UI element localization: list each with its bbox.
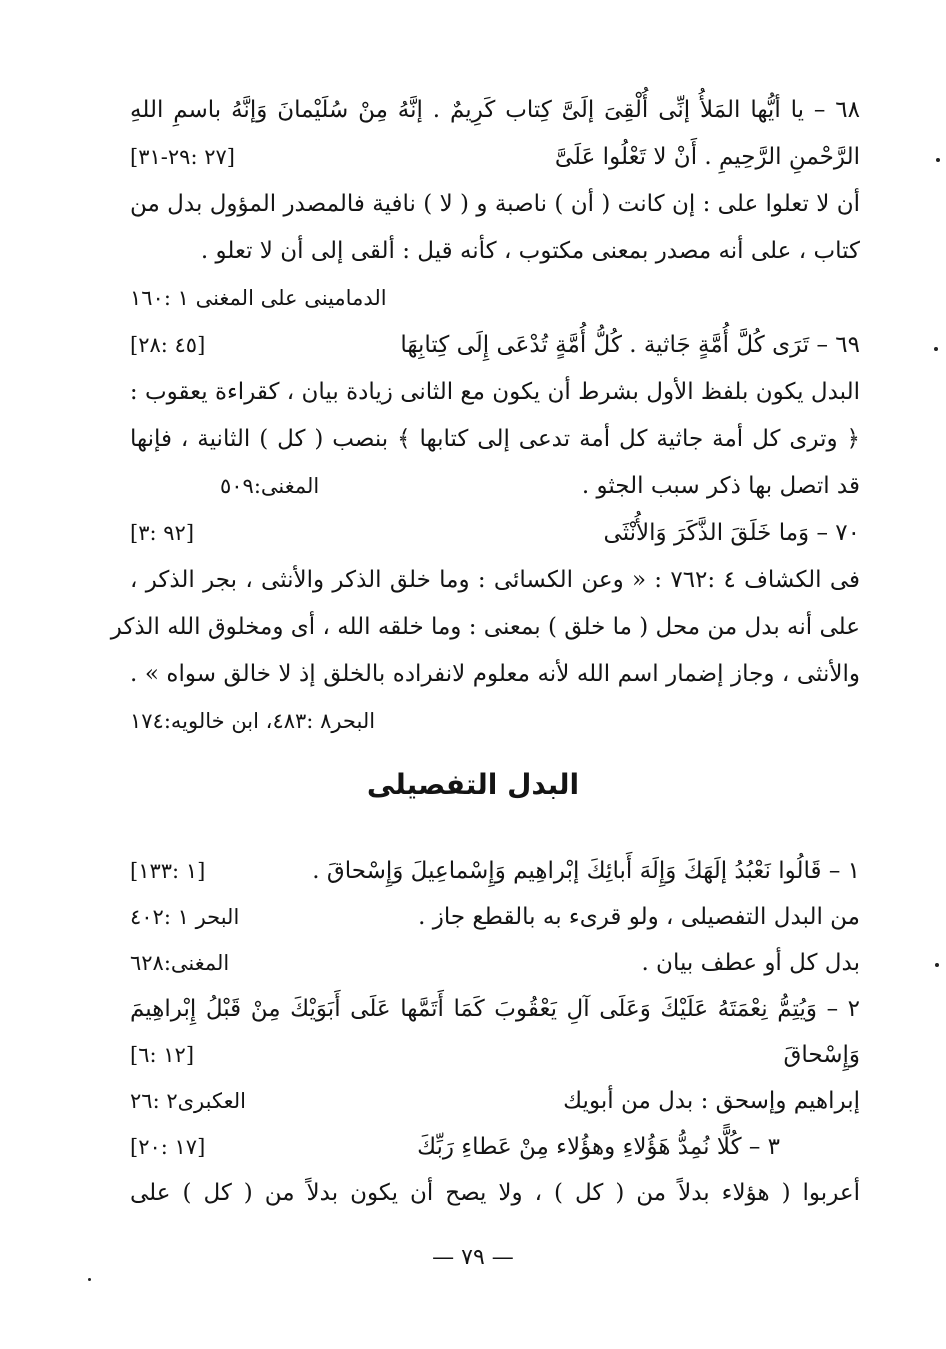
text-line-3: أن لا تعلوا على : إن كانت ( أن ) ناصبة و ( لا ) نافية فالمصدر المؤول بدل من (130, 191, 860, 217)
source-citation: البحر ١ :٤٠٢ (130, 905, 240, 929)
text-line-19: وَإِسْحاقَ [١٢ :٦] (130, 1033, 860, 1077)
text-line-2: الرَّحْمنِ الرَّحِيمِ . أَنْ لا تَعْلُوا عَلَىَّ [٢٧ :٢٩-٣١] (130, 135, 860, 179)
source-citation: المغنى:٦٢٨ (130, 951, 230, 975)
verse-reference: [٢٧ :٢٩-٣١] (130, 145, 235, 169)
text-line-1: ٦٨ – يا أيُّها المَلأُ إنِّى أُلْقِىَ إلَىَّ كِتاب كَرِيمٌ . إنَّهُ مِنْ سُلَيْمانَ وَإنَّهُ باسمِ اللهِ (130, 97, 860, 123)
text-line-12: على أنه بدل من محل ( ما خلق ) بمعنى : وما خلقه الله ، أى ومخلوق الله الذكر (110, 614, 860, 640)
scan-speck (934, 347, 938, 351)
text-line-15: ١ – قَالُوا نَعْبُدُ إلَهَكَ وَإِلَهَ أَبائِكَ إبْراهِيم وَإِسْماعِيلَ وَإِسْحاقَ . [١ :١٣٣] (130, 849, 860, 893)
text-line-8: ﴿ وترى كل أمة جاثية كل أمة تدعى إلى كتابها ﴾ بنصب ( كل ) الثانية ، فإنها (130, 426, 860, 452)
text-line-7: البدل يكون بلفظ الأول بشرط أن يكون مع الثانى زيادة بيان ، كقراءة يعقوب : (129, 379, 860, 405)
text-line-9: قد اتصل بها ذكر سبب الجثو . المغنى:٥٠٩ (130, 464, 860, 508)
source-citation-line: البحر٨ :٤٨٣، ابن خالويه:١٧٤ (130, 709, 376, 733)
verse-reference: [١ :١٣٣] (130, 859, 206, 883)
text-line-10: ٧٠ – وَما خَلَقَ الذَّكَرَ وَالأُنْثَى [٩٢ :٣] (130, 511, 860, 555)
scan-speck (935, 963, 939, 967)
text-line-22: أعربوا ( هؤلاء بدلاً من ( كل ) ، ولا يصح أن يكون بدلاً من ( كل ) على (130, 1180, 860, 1206)
text-line-11: فى الكشاف ٤ :٧٦٢ : « وعن الكسائى : وما خلق الذكر والأنثى ، بجر الذكر ، (130, 567, 860, 593)
page-number: — ٧٩ — (432, 1245, 514, 1270)
source-citation: العكبرى٢ :٢٦ (130, 1089, 246, 1113)
text-line-21: ٣ – كُلًّا نُمِدُّ هَؤُلاءِ وهؤُلاء مِنْ عَطاءِ رَبِّكَ [١٧ :٢٠] (130, 1125, 860, 1169)
text-line-13: والأنثى ، وجاز إضمار اسم الله لأنه معلوم لانفراده بالخلق إذ لا خالق سواه » . (130, 661, 860, 687)
verse-reference: [٤٥ :٢٨] (130, 333, 206, 357)
source-citation-line: الدمامينى على المغنى ١ :١٦٠ (130, 286, 387, 310)
text-line-20: إبراهيم وإسحق : بدل من أبويك العكبرى٢ :٢٦ (130, 1079, 860, 1123)
text-line-18: ٢ – وَيُتِمُّ نِعْمَتَهُ عَلَيْكَ وَعَلَى آلِ يَعْقُوبَ كَمَا أَتَمَّها عَلَى أَبَوَيْكَ مِنْ قَبْلُ إِبْراهِيمَ (130, 996, 860, 1022)
verse-reference: [١٧ :٢٠] (130, 1135, 206, 1159)
source-citation: المغنى:٥٠٩ (220, 474, 320, 498)
text-line-4: كتاب ، على أنه مصدر بمعنى مكتوب ، كأنه قيل : ألقى إلى أن لا تعلو . (200, 238, 860, 264)
verse-reference: [٩٢ :٣] (130, 521, 195, 545)
text-line-16: من البدل التفصيلى ، ولو قرىء به بالقطع جاز . البحر ١ :٤٠٢ (130, 895, 860, 939)
scan-speck (88, 1278, 91, 1281)
scan-speck (936, 158, 940, 162)
text-line-6: ٦٩ – تَرَى كُلَّ أُمَّةٍ جَاثية . كُلُّ أُمَّةٍ تُدْعَى إِلَى كِتابِهَا [٤٥ :٢٨] (130, 323, 860, 367)
verse-reference: [١٢ :٦] (130, 1043, 195, 1067)
section-heading: البدل التفصيلى (366, 768, 580, 801)
text-line-17: بدل كل أو عطف بيان . المغنى:٦٢٨ (130, 941, 860, 985)
